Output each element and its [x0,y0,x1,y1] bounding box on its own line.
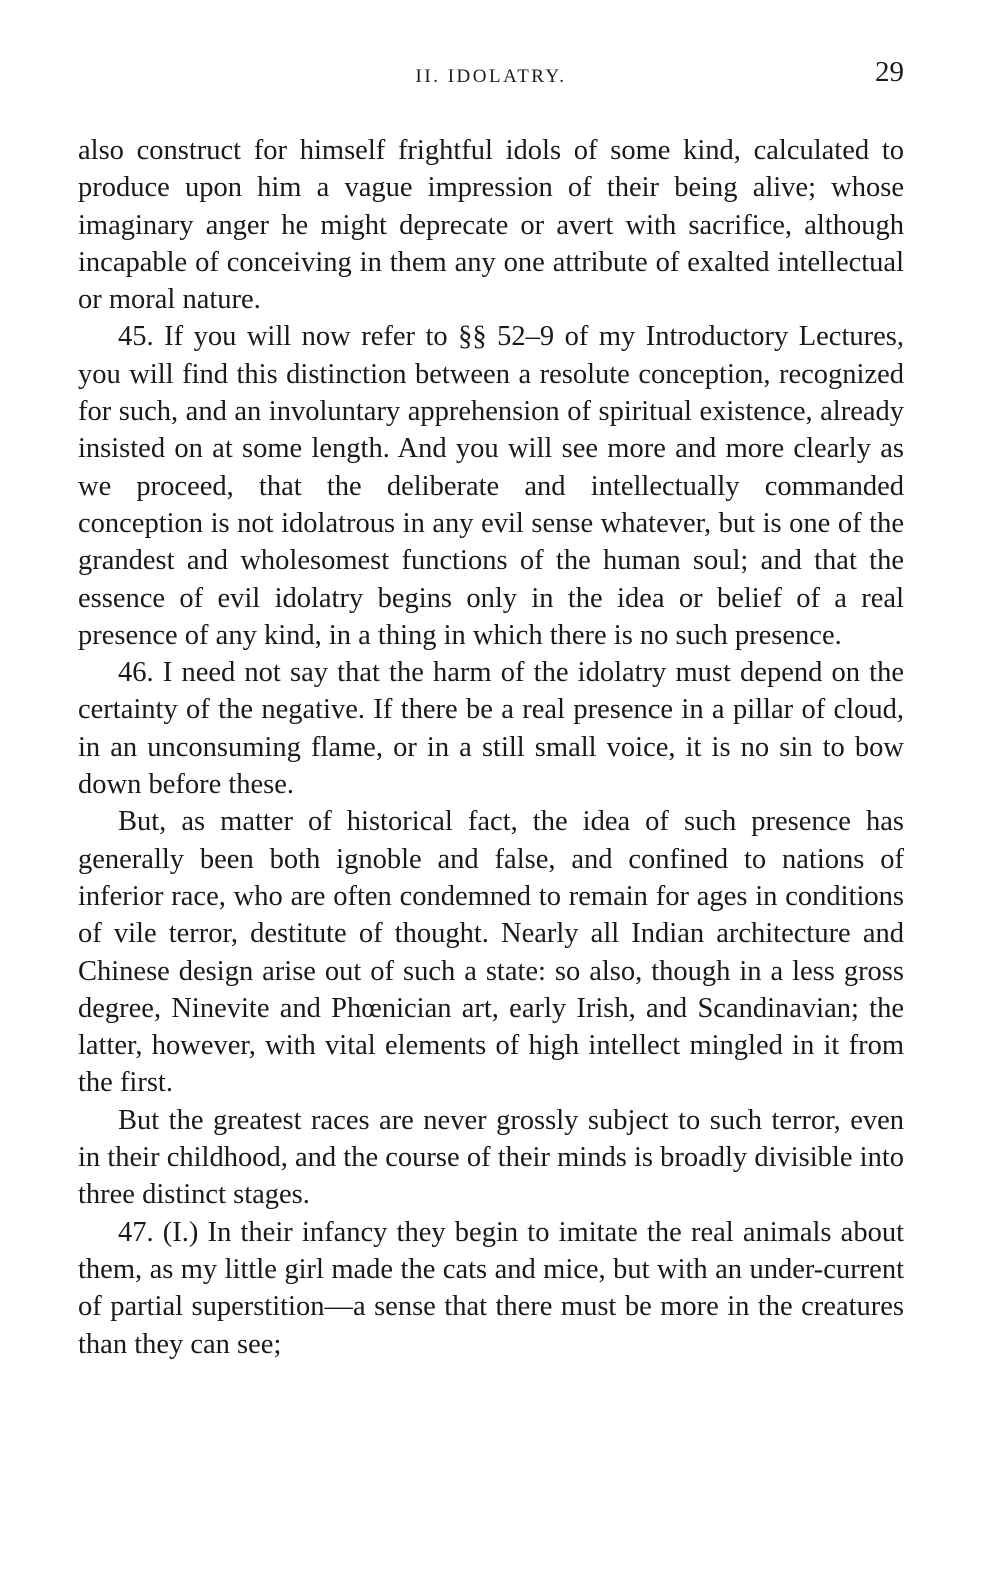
running-head [78,56,904,96]
body-text [78,132,904,1363]
paragraph-historical-fact: But, as matter of historical fact, the idea of such presence has generally been both ignoble and false, and confined to nations of inferior race, who are often condemned to remain for ages in conditions of vile terror, destitute of thought. Nearly all Indian architecture and Chinese design arise out of such a state: so also, though in a less gross degree, Ninevite and Phœnician art, early Irish, and Scandinavian; the latter, however, with vital elements of high intellect mingled in it from the first. [78,806,904,1099]
running-title: II. IDOLATRY. [415,66,567,87]
paragraph-continued: also construct for himself frightful idols of some kind, calculated to produce upon him a vague impression of their being alive; whose imaginary anger he might deprecate or avert with sacrifice, although incapable of conceiving in them any one attribute of exalted intellectual or moral nature. [78,135,904,316]
paragraph-greatest-races: But the greatest races are never grossly subject to such terror, even in their childhood, and the course of their minds is broadly divisible into three distinct stages. [78,1104,904,1211]
page-number: 29 [875,56,904,88]
paragraph-45: 45. If you will now refer to §§ 52–9 of my Introductory Lectures, you will find this distinction between a resolute conception, recognized for such, and an involuntary apprehension of spiritual existence, already insisted on at some length. And you will see more and more clearly as we proceed, that the deliberate and intellectually commanded conception is not idolatrous in any evil sense whatever, but is one of the grandest and wholesomest functions of the human soul; and that the essence of evil idolatry begins only in the idea or belief of a real presence of any kind, in a thing in which there is no such presence. [78,321,904,651]
paragraph-46: 46. I need not say that the harm of the idolatry must depend on the certainty of the negative. If there be a real presence in a pillar of cloud, in an unconsuming flame, or in a still small voice, it is no sin to bow down before these. [78,657,904,801]
paragraph-47: 47. (I.) In their infancy they begin to imitate the real animals about them, as my little girl made the cats and mice, but with an under-current of partial superstition—a sense that there must be more in the creatures than they can see; [78,1216,904,1360]
